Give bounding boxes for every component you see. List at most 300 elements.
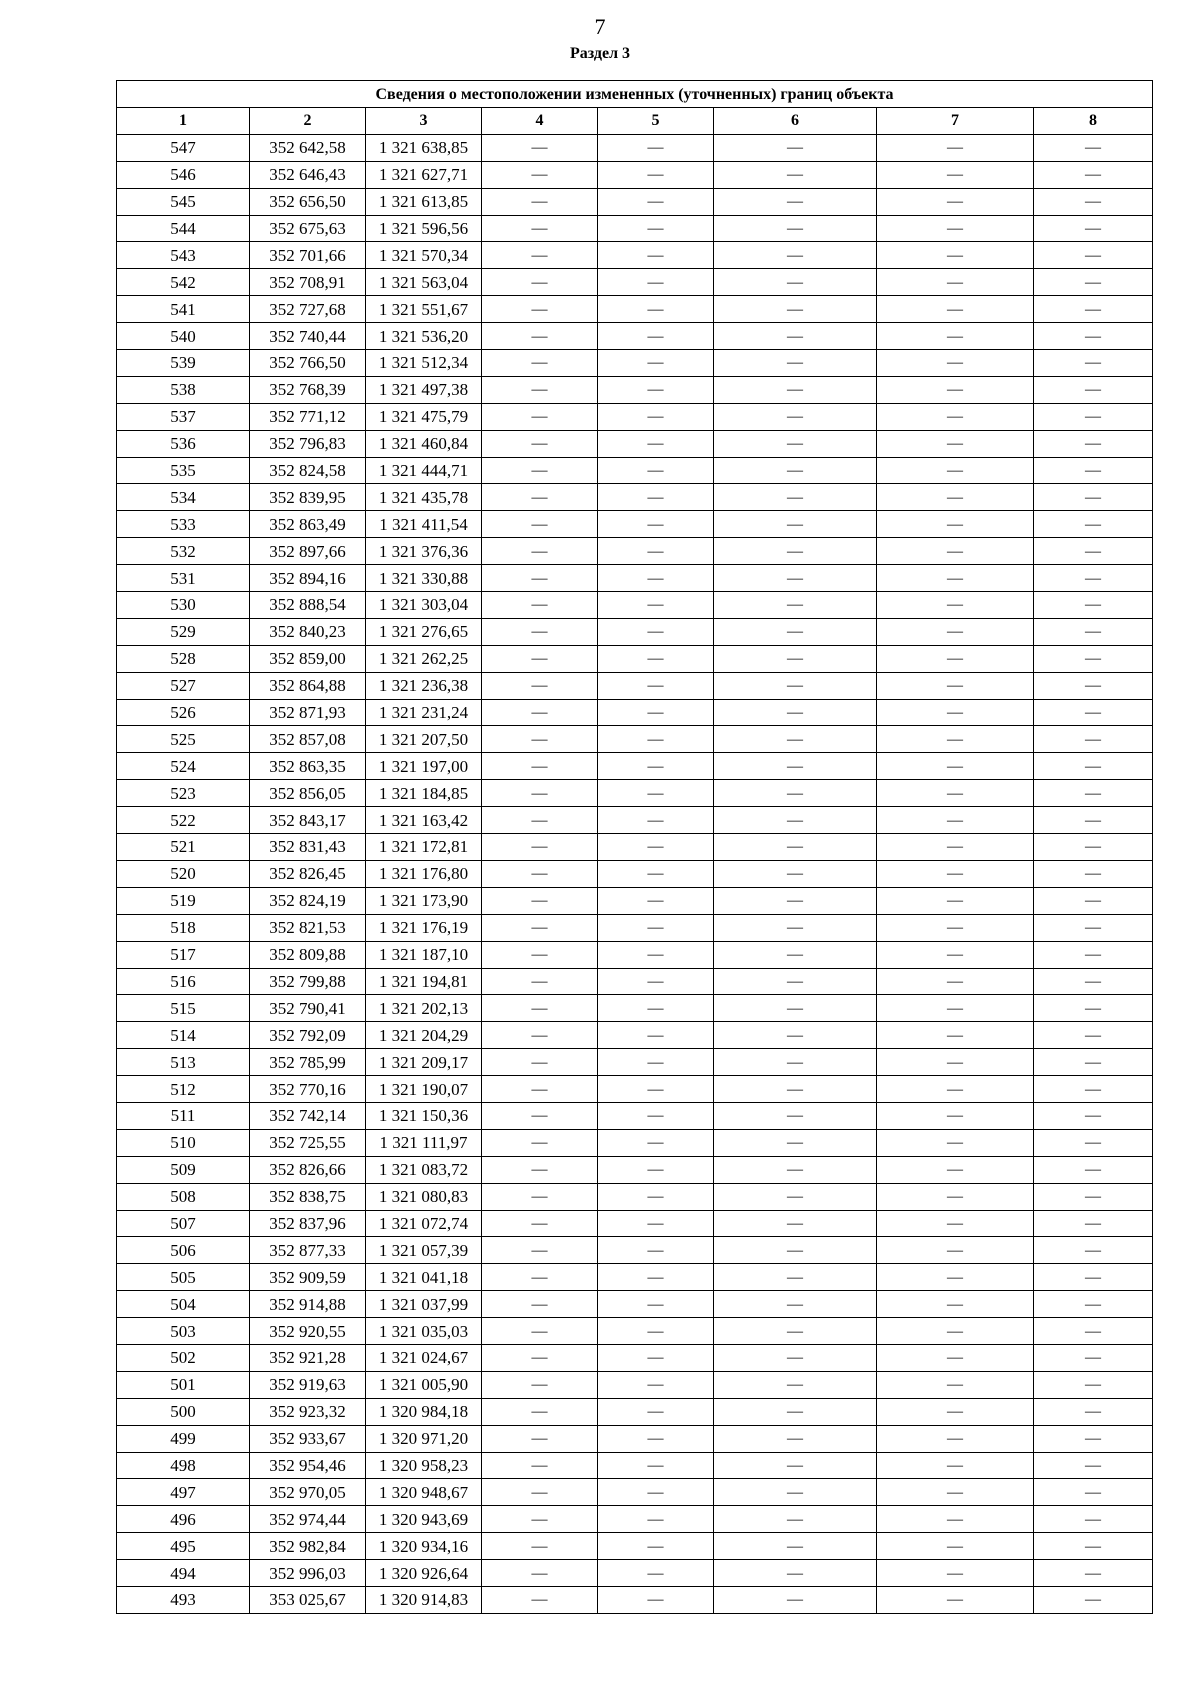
point-number-cell: 546	[117, 161, 250, 188]
empty-value-cell: —	[877, 1452, 1034, 1479]
empty-value-cell: —	[482, 780, 598, 807]
empty-value-cell: —	[598, 1022, 714, 1049]
empty-value-cell: —	[482, 968, 598, 995]
empty-value-cell: —	[482, 1344, 598, 1371]
empty-value-cell: —	[598, 592, 714, 619]
y-coordinate-cell: 1 320 943,69	[366, 1506, 482, 1533]
empty-value-cell: —	[598, 860, 714, 887]
empty-value-cell: —	[1034, 134, 1153, 161]
empty-value-cell: —	[714, 161, 877, 188]
empty-value-cell: —	[598, 1318, 714, 1345]
empty-value-cell: —	[1034, 1452, 1153, 1479]
point-number-cell: 512	[117, 1076, 250, 1103]
empty-value-cell: —	[877, 1318, 1034, 1345]
point-number-cell: 506	[117, 1237, 250, 1264]
empty-value-cell: —	[482, 726, 598, 753]
y-coordinate-cell: 1 321 173,90	[366, 887, 482, 914]
empty-value-cell: —	[598, 350, 714, 377]
point-number-cell: 519	[117, 887, 250, 914]
y-coordinate-cell: 1 321 613,85	[366, 188, 482, 215]
empty-value-cell: —	[877, 296, 1034, 323]
empty-value-cell: —	[598, 403, 714, 430]
empty-value-cell: —	[1034, 269, 1153, 296]
table-row	[117, 1398, 1153, 1425]
empty-value-cell: —	[1034, 1022, 1153, 1049]
table-row	[117, 914, 1153, 941]
empty-value-cell: —	[1034, 242, 1153, 269]
point-number-cell: 536	[117, 430, 250, 457]
empty-value-cell: —	[714, 323, 877, 350]
y-coordinate-cell: 1 321 475,79	[366, 403, 482, 430]
point-number-cell: 494	[117, 1560, 250, 1587]
empty-value-cell: —	[714, 1533, 877, 1560]
table-row	[117, 1291, 1153, 1318]
empty-value-cell: —	[598, 995, 714, 1022]
empty-value-cell: —	[482, 807, 598, 834]
empty-value-cell: —	[1034, 699, 1153, 726]
table-header-row	[117, 108, 1153, 135]
empty-value-cell: —	[877, 645, 1034, 672]
empty-value-cell: —	[598, 242, 714, 269]
y-coordinate-cell: 1 321 262,25	[366, 645, 482, 672]
empty-value-cell: —	[482, 511, 598, 538]
x-coordinate-cell: 352 970,05	[250, 1479, 366, 1506]
empty-value-cell: —	[598, 914, 714, 941]
empty-value-cell: —	[482, 1049, 598, 1076]
point-number-cell: 518	[117, 914, 250, 941]
column-header: 1	[117, 108, 250, 135]
empty-value-cell: —	[1034, 753, 1153, 780]
point-number-cell: 524	[117, 753, 250, 780]
y-coordinate-cell: 1 321 207,50	[366, 726, 482, 753]
empty-value-cell: —	[877, 215, 1034, 242]
y-coordinate-cell: 1 321 435,78	[366, 484, 482, 511]
empty-value-cell: —	[482, 834, 598, 861]
empty-value-cell: —	[877, 538, 1034, 565]
empty-value-cell: —	[1034, 1371, 1153, 1398]
y-coordinate-cell: 1 321 176,80	[366, 860, 482, 887]
empty-value-cell: —	[598, 1049, 714, 1076]
empty-value-cell: —	[1034, 968, 1153, 995]
empty-value-cell: —	[877, 968, 1034, 995]
x-coordinate-cell: 352 982,84	[250, 1533, 366, 1560]
table-row	[117, 1560, 1153, 1587]
table-row	[117, 1506, 1153, 1533]
empty-value-cell: —	[877, 672, 1034, 699]
empty-value-cell: —	[877, 1291, 1034, 1318]
empty-value-cell: —	[1034, 188, 1153, 215]
empty-value-cell: —	[714, 430, 877, 457]
empty-value-cell: —	[1034, 511, 1153, 538]
table-row	[117, 323, 1153, 350]
empty-value-cell: —	[1034, 161, 1153, 188]
empty-value-cell: —	[714, 403, 877, 430]
y-coordinate-cell: 1 321 041,18	[366, 1264, 482, 1291]
empty-value-cell: —	[598, 941, 714, 968]
point-number-cell: 533	[117, 511, 250, 538]
y-coordinate-cell: 1 321 497,38	[366, 376, 482, 403]
point-number-cell: 497	[117, 1479, 250, 1506]
empty-value-cell: —	[482, 484, 598, 511]
table-row	[117, 188, 1153, 215]
point-number-cell: 522	[117, 807, 250, 834]
y-coordinate-cell: 1 320 971,20	[366, 1425, 482, 1452]
empty-value-cell: —	[877, 350, 1034, 377]
x-coordinate-cell: 352 974,44	[250, 1506, 366, 1533]
table-row	[117, 1049, 1153, 1076]
table-row	[117, 1129, 1153, 1156]
empty-value-cell: —	[482, 1398, 598, 1425]
table-row	[117, 1076, 1153, 1103]
y-coordinate-cell: 1 321 563,04	[366, 269, 482, 296]
empty-value-cell: —	[877, 753, 1034, 780]
table-row	[117, 403, 1153, 430]
empty-value-cell: —	[1034, 914, 1153, 941]
empty-value-cell: —	[877, 269, 1034, 296]
table-row	[117, 807, 1153, 834]
empty-value-cell: —	[714, 1479, 877, 1506]
empty-value-cell: —	[598, 1237, 714, 1264]
empty-value-cell: —	[877, 592, 1034, 619]
empty-value-cell: —	[598, 269, 714, 296]
empty-value-cell: —	[598, 699, 714, 726]
table-row	[117, 618, 1153, 645]
empty-value-cell: —	[714, 1371, 877, 1398]
boundary-coordinates-table	[116, 80, 1153, 1614]
empty-value-cell: —	[482, 215, 598, 242]
empty-value-cell: —	[877, 403, 1034, 430]
table-row	[117, 430, 1153, 457]
column-header: 2	[250, 108, 366, 135]
empty-value-cell: —	[1034, 672, 1153, 699]
y-coordinate-cell: 1 321 072,74	[366, 1210, 482, 1237]
table-row	[117, 538, 1153, 565]
empty-value-cell: —	[482, 161, 598, 188]
empty-value-cell: —	[598, 1210, 714, 1237]
table-row	[117, 1479, 1153, 1506]
y-coordinate-cell: 1 321 536,20	[366, 323, 482, 350]
empty-value-cell: —	[482, 1479, 598, 1506]
y-coordinate-cell: 1 321 236,38	[366, 672, 482, 699]
empty-value-cell: —	[598, 1371, 714, 1398]
x-coordinate-cell: 352 771,12	[250, 403, 366, 430]
empty-value-cell: —	[877, 618, 1034, 645]
y-coordinate-cell: 1 321 190,07	[366, 1076, 482, 1103]
empty-value-cell: —	[877, 1210, 1034, 1237]
point-number-cell: 542	[117, 269, 250, 296]
empty-value-cell: —	[1034, 1210, 1153, 1237]
empty-value-cell: —	[482, 1210, 598, 1237]
empty-value-cell: —	[1034, 538, 1153, 565]
empty-value-cell: —	[714, 511, 877, 538]
empty-value-cell: —	[714, 1210, 877, 1237]
table-row	[117, 161, 1153, 188]
empty-value-cell: —	[877, 1264, 1034, 1291]
table-row	[117, 1425, 1153, 1452]
y-coordinate-cell: 1 321 176,19	[366, 914, 482, 941]
x-coordinate-cell: 352 740,44	[250, 323, 366, 350]
empty-value-cell: —	[714, 1452, 877, 1479]
empty-value-cell: —	[482, 1237, 598, 1264]
empty-value-cell: —	[598, 1425, 714, 1452]
empty-value-cell: —	[714, 1425, 877, 1452]
empty-value-cell: —	[714, 672, 877, 699]
point-number-cell: 508	[117, 1183, 250, 1210]
point-number-cell: 495	[117, 1533, 250, 1560]
empty-value-cell: —	[714, 296, 877, 323]
y-coordinate-cell: 1 321 024,67	[366, 1344, 482, 1371]
empty-value-cell: —	[877, 807, 1034, 834]
table-row	[117, 1102, 1153, 1129]
empty-value-cell: —	[1034, 1425, 1153, 1452]
empty-value-cell: —	[598, 188, 714, 215]
y-coordinate-cell: 1 321 202,13	[366, 995, 482, 1022]
point-number-cell: 496	[117, 1506, 250, 1533]
empty-value-cell: —	[714, 592, 877, 619]
point-number-cell: 534	[117, 484, 250, 511]
empty-value-cell: —	[482, 860, 598, 887]
point-number-cell: 520	[117, 860, 250, 887]
table-body	[117, 134, 1153, 1613]
empty-value-cell: —	[1034, 403, 1153, 430]
empty-value-cell: —	[877, 188, 1034, 215]
table-row	[117, 1022, 1153, 1049]
point-number-cell: 516	[117, 968, 250, 995]
y-coordinate-cell: 1 321 150,36	[366, 1102, 482, 1129]
empty-value-cell: —	[598, 134, 714, 161]
empty-value-cell: —	[482, 538, 598, 565]
point-number-cell: 527	[117, 672, 250, 699]
x-coordinate-cell: 352 909,59	[250, 1264, 366, 1291]
table-row	[117, 511, 1153, 538]
y-coordinate-cell: 1 321 551,67	[366, 296, 482, 323]
point-number-cell: 544	[117, 215, 250, 242]
empty-value-cell: —	[482, 699, 598, 726]
empty-value-cell: —	[714, 860, 877, 887]
table-row	[117, 1371, 1153, 1398]
table-row	[117, 1264, 1153, 1291]
empty-value-cell: —	[714, 1318, 877, 1345]
empty-value-cell: —	[877, 376, 1034, 403]
empty-value-cell: —	[877, 726, 1034, 753]
table-row	[117, 269, 1153, 296]
point-number-cell: 528	[117, 645, 250, 672]
y-coordinate-cell: 1 321 596,56	[366, 215, 482, 242]
empty-value-cell: —	[482, 995, 598, 1022]
empty-value-cell: —	[1034, 565, 1153, 592]
empty-value-cell: —	[598, 1452, 714, 1479]
empty-value-cell: —	[598, 753, 714, 780]
y-coordinate-cell: 1 321 376,36	[366, 538, 482, 565]
empty-value-cell: —	[598, 484, 714, 511]
x-coordinate-cell: 352 831,43	[250, 834, 366, 861]
empty-value-cell: —	[482, 1102, 598, 1129]
empty-value-cell: —	[877, 914, 1034, 941]
x-coordinate-cell: 352 838,75	[250, 1183, 366, 1210]
empty-value-cell: —	[1034, 457, 1153, 484]
x-coordinate-cell: 352 839,95	[250, 484, 366, 511]
point-number-cell: 499	[117, 1425, 250, 1452]
empty-value-cell: —	[1034, 1479, 1153, 1506]
point-number-cell: 510	[117, 1129, 250, 1156]
y-coordinate-cell: 1 320 914,83	[366, 1586, 482, 1613]
empty-value-cell: —	[482, 134, 598, 161]
empty-value-cell: —	[598, 430, 714, 457]
x-coordinate-cell: 352 790,41	[250, 995, 366, 1022]
point-number-cell: 514	[117, 1022, 250, 1049]
table-row	[117, 1533, 1153, 1560]
y-coordinate-cell: 1 321 194,81	[366, 968, 482, 995]
empty-value-cell: —	[598, 1533, 714, 1560]
x-coordinate-cell: 352 766,50	[250, 350, 366, 377]
empty-value-cell: —	[714, 565, 877, 592]
x-coordinate-cell: 352 897,66	[250, 538, 366, 565]
x-coordinate-cell: 352 675,63	[250, 215, 366, 242]
empty-value-cell: —	[714, 726, 877, 753]
table-row	[117, 1452, 1153, 1479]
y-coordinate-cell: 1 321 111,97	[366, 1129, 482, 1156]
y-coordinate-cell: 1 321 197,00	[366, 753, 482, 780]
empty-value-cell: —	[598, 1129, 714, 1156]
x-coordinate-cell: 352 796,83	[250, 430, 366, 457]
x-coordinate-cell: 352 859,00	[250, 645, 366, 672]
y-coordinate-cell: 1 321 163,42	[366, 807, 482, 834]
empty-value-cell: —	[714, 645, 877, 672]
empty-value-cell: —	[877, 1533, 1034, 1560]
table-row	[117, 968, 1153, 995]
table-caption-row	[117, 81, 1153, 108]
point-number-cell: 523	[117, 780, 250, 807]
x-coordinate-cell: 352 809,88	[250, 941, 366, 968]
y-coordinate-cell: 1 321 330,88	[366, 565, 482, 592]
x-coordinate-cell: 352 843,17	[250, 807, 366, 834]
y-coordinate-cell: 1 321 444,71	[366, 457, 482, 484]
empty-value-cell: —	[877, 1183, 1034, 1210]
table-row	[117, 1344, 1153, 1371]
empty-value-cell: —	[598, 296, 714, 323]
point-number-cell: 543	[117, 242, 250, 269]
x-coordinate-cell: 352 914,88	[250, 1291, 366, 1318]
x-coordinate-cell: 352 920,55	[250, 1318, 366, 1345]
y-coordinate-cell: 1 321 460,84	[366, 430, 482, 457]
empty-value-cell: —	[877, 887, 1034, 914]
empty-value-cell: —	[714, 1076, 877, 1103]
table-row	[117, 726, 1153, 753]
empty-value-cell: —	[1034, 995, 1153, 1022]
empty-value-cell: —	[714, 780, 877, 807]
empty-value-cell: —	[482, 457, 598, 484]
table-row	[117, 350, 1153, 377]
empty-value-cell: —	[598, 618, 714, 645]
empty-value-cell: —	[714, 215, 877, 242]
y-coordinate-cell: 1 321 627,71	[366, 161, 482, 188]
empty-value-cell: —	[482, 1586, 598, 1613]
empty-value-cell: —	[482, 188, 598, 215]
point-number-cell: 526	[117, 699, 250, 726]
y-coordinate-cell: 1 321 303,04	[366, 592, 482, 619]
y-coordinate-cell: 1 321 037,99	[366, 1291, 482, 1318]
empty-value-cell: —	[482, 242, 598, 269]
column-header: 8	[1034, 108, 1153, 135]
x-coordinate-cell: 352 954,46	[250, 1452, 366, 1479]
empty-value-cell: —	[598, 807, 714, 834]
table-row	[117, 941, 1153, 968]
empty-value-cell: —	[1034, 215, 1153, 242]
x-coordinate-cell: 352 824,58	[250, 457, 366, 484]
y-coordinate-cell: 1 321 411,54	[366, 511, 482, 538]
empty-value-cell: —	[598, 1479, 714, 1506]
table-row	[117, 134, 1153, 161]
empty-value-cell: —	[482, 672, 598, 699]
empty-value-cell: —	[1034, 1049, 1153, 1076]
empty-value-cell: —	[1034, 376, 1153, 403]
empty-value-cell: —	[482, 323, 598, 350]
x-coordinate-cell: 352 863,35	[250, 753, 366, 780]
empty-value-cell: —	[1034, 726, 1153, 753]
empty-value-cell: —	[1034, 1129, 1153, 1156]
x-coordinate-cell: 352 708,91	[250, 269, 366, 296]
x-coordinate-cell: 352 826,66	[250, 1156, 366, 1183]
empty-value-cell: —	[877, 1506, 1034, 1533]
empty-value-cell: —	[598, 834, 714, 861]
empty-value-cell: —	[877, 1156, 1034, 1183]
empty-value-cell: —	[482, 350, 598, 377]
empty-value-cell: —	[598, 1586, 714, 1613]
empty-value-cell: —	[714, 350, 877, 377]
empty-value-cell: —	[482, 753, 598, 780]
x-coordinate-cell: 352 888,54	[250, 592, 366, 619]
empty-value-cell: —	[1034, 1291, 1153, 1318]
empty-value-cell: —	[482, 565, 598, 592]
table-row	[117, 860, 1153, 887]
point-number-cell: 545	[117, 188, 250, 215]
x-coordinate-cell: 352 864,88	[250, 672, 366, 699]
empty-value-cell: —	[1034, 1506, 1153, 1533]
point-number-cell: 535	[117, 457, 250, 484]
point-number-cell: 521	[117, 834, 250, 861]
point-number-cell: 511	[117, 1102, 250, 1129]
table-row	[117, 887, 1153, 914]
empty-value-cell: —	[714, 1560, 877, 1587]
table-row	[117, 376, 1153, 403]
empty-value-cell: —	[598, 968, 714, 995]
empty-value-cell: —	[714, 538, 877, 565]
empty-value-cell: —	[482, 941, 598, 968]
empty-value-cell: —	[1034, 350, 1153, 377]
point-number-cell: 503	[117, 1318, 250, 1345]
empty-value-cell: —	[877, 1049, 1034, 1076]
x-coordinate-cell: 352 919,63	[250, 1371, 366, 1398]
x-coordinate-cell: 352 768,39	[250, 376, 366, 403]
empty-value-cell: —	[1034, 1076, 1153, 1103]
empty-value-cell: —	[714, 1102, 877, 1129]
empty-value-cell: —	[598, 565, 714, 592]
table-row	[117, 1210, 1153, 1237]
empty-value-cell: —	[714, 1183, 877, 1210]
empty-value-cell: —	[598, 161, 714, 188]
empty-value-cell: —	[877, 834, 1034, 861]
y-coordinate-cell: 1 320 958,23	[366, 1452, 482, 1479]
empty-value-cell: —	[714, 1129, 877, 1156]
table-row	[117, 753, 1153, 780]
column-header: 5	[598, 108, 714, 135]
empty-value-cell: —	[1034, 941, 1153, 968]
point-number-cell: 539	[117, 350, 250, 377]
table-row	[117, 1318, 1153, 1345]
empty-value-cell: —	[598, 887, 714, 914]
empty-value-cell: —	[598, 1076, 714, 1103]
empty-value-cell: —	[482, 1129, 598, 1156]
